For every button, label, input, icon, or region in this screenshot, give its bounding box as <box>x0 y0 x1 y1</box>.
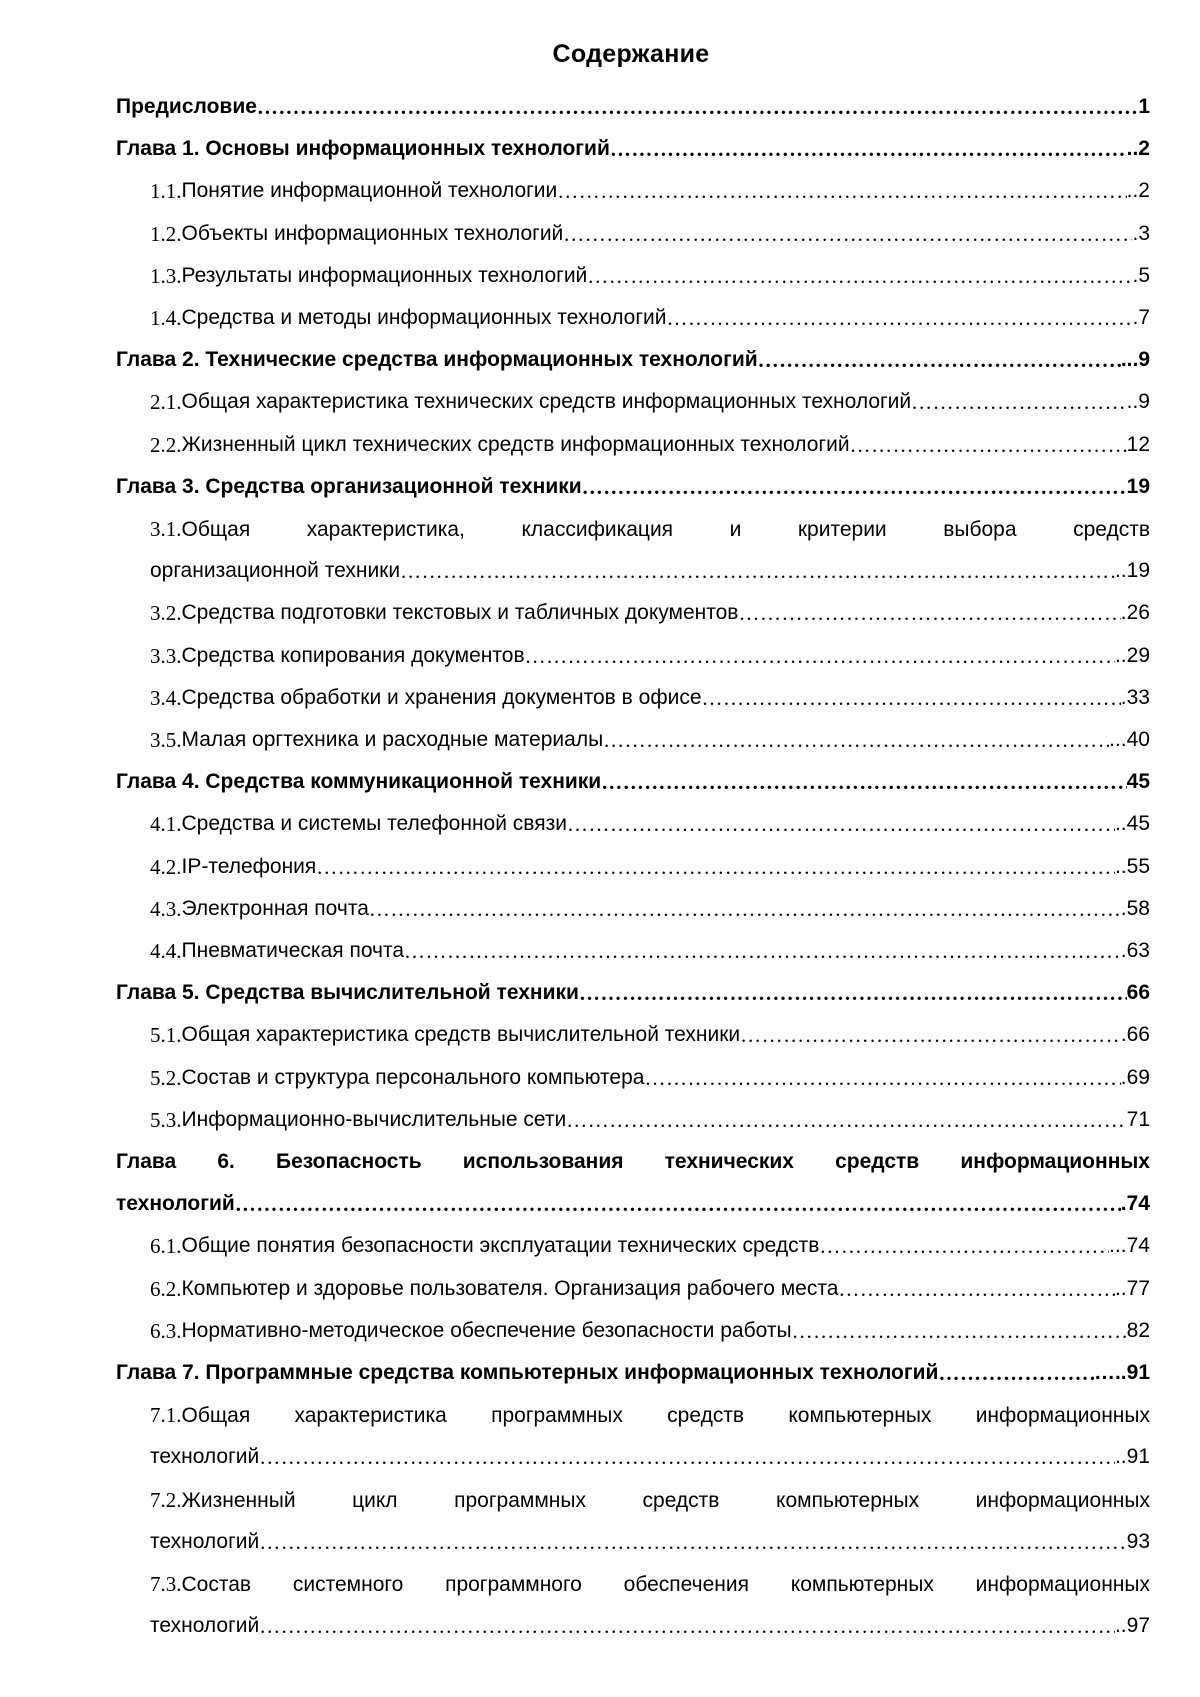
toc-section-entry[interactable] <box>150 1105 1150 1135</box>
page-number: 1 <box>1138 95 1150 118</box>
section-number: 3.2. <box>150 601 182 626</box>
dot-leader <box>740 1020 1121 1050</box>
section-number: 7.1. <box>150 1403 182 1428</box>
page-number: .74 <box>1120 1192 1150 1216</box>
page-number: 19 <box>1126 474 1150 498</box>
entry-title: IP-телефония <box>181 854 317 878</box>
page-number: 82 <box>1126 1318 1150 1342</box>
entry-title: Глава 5. Средства вычислительной техники <box>116 981 579 1005</box>
dot-leader <box>610 134 1127 164</box>
toc-section-entry[interactable] <box>150 936 1150 966</box>
section-number: 6.3. <box>150 1318 182 1343</box>
entry-title: Электронная почта <box>181 896 369 920</box>
entry-title: Средства и системы телефонной связи <box>181 812 567 836</box>
dot-leader <box>850 430 1127 460</box>
page-number: .3 <box>1132 221 1150 245</box>
entry-title: Состав системного программного обеспечения компьютерных информационных <box>181 1573 1150 1596</box>
dot-leader <box>369 894 1121 924</box>
toc-section-entry[interactable] <box>150 725 1150 755</box>
entry-title-continuation: технологий <box>150 1614 260 1638</box>
toc-chapter-entry[interactable] <box>116 472 1150 502</box>
section-number: 3.4. <box>150 685 182 710</box>
page-number: 12 <box>1126 432 1150 456</box>
page-number: .7 <box>1132 306 1150 329</box>
dot-leader <box>579 978 1127 1008</box>
entry-title: Компьютер и здоровье пользователя. Организация рабочего места <box>181 1276 839 1300</box>
entry-title: Жизненный цикл программных средств компьютерных информационных <box>181 1488 1150 1512</box>
section-number: 3.1. <box>150 517 182 541</box>
toc-chapter-entry[interactable] <box>116 1147 1150 1177</box>
section-number: 1.2. <box>150 221 182 246</box>
toc-section-entry[interactable] <box>150 598 1150 628</box>
toc-chapter-entry-continuation[interactable] <box>116 1189 1150 1219</box>
page-number: ..45 <box>1114 812 1150 836</box>
dot-leader <box>316 852 1115 882</box>
section-number: 7.3. <box>150 1572 182 1596</box>
page-number: ...74 <box>1109 1234 1150 1258</box>
entry-title: Понятие информационной технологии <box>181 179 558 203</box>
toc-chapter-entry[interactable] <box>116 345 1150 375</box>
dot-leader <box>404 936 1121 966</box>
section-number: 4.2. <box>150 854 182 879</box>
page-number: 93 <box>1126 1529 1150 1553</box>
section-number: 4.1. <box>150 812 182 837</box>
page-number: ..2 <box>1126 179 1150 203</box>
entry-title: Нормативно-методическое обеспечение безопасности работы <box>181 1318 792 1342</box>
entry-title: Глава 3. Средства организационной техники <box>116 474 582 498</box>
page-number: 66 <box>1126 981 1150 1005</box>
toc-section-entry[interactable] <box>150 261 1150 291</box>
section-number: 1.1. <box>150 179 182 204</box>
page-number: ..29 <box>1114 643 1150 667</box>
entry-title: Глава 1. Основы информационных технологий <box>116 137 610 161</box>
page-title: Содержание <box>552 40 710 68</box>
toc-section-entry[interactable] <box>150 303 1150 333</box>
entry-title-continuation: технологий <box>150 1529 260 1553</box>
page-number: ..77 <box>1114 1276 1150 1300</box>
page-number: 45 <box>1126 770 1150 794</box>
entry-title: Средства копирования документов <box>181 643 525 667</box>
section-number: 5.2. <box>150 1065 182 1090</box>
entry-title: Средства и методы информационных технологий <box>181 306 667 329</box>
toc-section-entry[interactable] <box>150 809 1150 839</box>
entry-title: Средства подготовки текстовых и табличных документов <box>181 601 739 625</box>
toc-section-entry-continuation[interactable] <box>150 556 1150 586</box>
section-number: 2.1. <box>150 390 182 415</box>
dot-leader <box>400 556 1115 586</box>
page-number: .5 <box>1132 263 1150 287</box>
toc-section-entry[interactable] <box>150 1400 1150 1430</box>
entry-title: Малая оргтехника и расходные материалы <box>181 728 604 751</box>
toc-chapter-entry[interactable] <box>116 92 1150 122</box>
section-number: 6.2. <box>150 1276 182 1301</box>
toc-section-entry-continuation[interactable] <box>150 1442 1150 1472</box>
dot-leader <box>911 387 1127 417</box>
dot-leader <box>666 303 1132 333</box>
dot-leader <box>567 809 1115 839</box>
dot-leader <box>603 725 1109 755</box>
toc-section-entry[interactable] <box>150 1020 1150 1050</box>
entry-title: Глава 2. Технические средства информационных технологий <box>116 348 758 372</box>
toc-chapter-entry[interactable] <box>116 1358 1150 1388</box>
page-number: .58 <box>1120 896 1150 920</box>
entry-title: Общая характеристика, классификация и критерии выбора средств <box>181 518 1150 541</box>
page-number: ...40 <box>1109 728 1150 751</box>
entry-title: Глава 6. Безопасность использования технических средств информационных <box>116 1150 1150 1173</box>
page-number: .66 <box>1120 1023 1150 1047</box>
dot-leader <box>792 1316 1127 1346</box>
page-number: .26 <box>1120 601 1150 625</box>
section-number: 1.3. <box>150 263 182 288</box>
toc-chapter-entry[interactable] <box>116 767 1150 797</box>
dot-leader <box>938 1358 1094 1388</box>
toc-section-entry[interactable] <box>150 176 1150 206</box>
toc-section-entry[interactable] <box>150 894 1150 924</box>
section-number: 4.3. <box>150 896 182 921</box>
toc-section-entry[interactable] <box>150 852 1150 882</box>
toc-section-entry[interactable] <box>150 1569 1150 1599</box>
dot-leader <box>235 1189 1121 1219</box>
entry-title: Глава 4. Средства коммуникационной техники <box>116 770 602 794</box>
dot-leader <box>587 261 1132 291</box>
toc-section-entry[interactable] <box>150 1316 1150 1346</box>
page-number: ..19 <box>1114 559 1150 583</box>
entry-title: Состав и структура персонального компьютера <box>181 1065 645 1089</box>
toc-section-entry[interactable] <box>150 219 1150 249</box>
dot-leader <box>259 1611 1115 1641</box>
entry-title: Общая характеристика средств вычислительной техники <box>181 1023 741 1047</box>
toc-chapter-entry[interactable] <box>116 978 1150 1008</box>
page-number: ...9 <box>1120 348 1150 372</box>
page-number: .33 <box>1120 685 1150 709</box>
page-number: ..97 <box>1114 1614 1150 1638</box>
dot-leader <box>557 176 1126 206</box>
entry-title: Общая характеристика программных средств компьютерных информационных <box>181 1404 1150 1428</box>
entry-title: Жизненный цикл технических средств информационных технологий <box>181 432 850 456</box>
toc-section-entry[interactable] <box>150 1231 1150 1261</box>
toc-section-entry-continuation[interactable] <box>150 1527 1150 1557</box>
dot-leader <box>525 641 1115 671</box>
toc-section-entry[interactable] <box>150 387 1150 417</box>
entry-title: Информационно-вычислительные сети <box>181 1107 567 1131</box>
dot-leader <box>644 1063 1120 1093</box>
section-number: 4.4. <box>150 939 182 963</box>
toc-section-entry[interactable] <box>150 1274 1150 1304</box>
section-number: 3.5. <box>150 728 182 752</box>
dot-leader <box>838 1274 1115 1304</box>
section-number: 2.2. <box>150 432 182 457</box>
section-number: 5.1. <box>150 1023 182 1048</box>
section-number: 3.3. <box>150 643 182 668</box>
dot-leader <box>702 683 1121 713</box>
toc-section-entry[interactable] <box>150 683 1150 713</box>
dot-leader <box>259 1527 1126 1557</box>
toc-section-entry[interactable] <box>150 514 1150 544</box>
entry-title: Пневматическая почта <box>181 939 405 962</box>
entry-title-continuation: организационной техники <box>150 559 401 583</box>
page-number: 71 <box>1126 1107 1150 1131</box>
entry-title: Глава 7. Программные средства компьютерных информационных технологий <box>116 1361 939 1384</box>
entry-title: Средства обработки и хранения документов в офисе <box>181 685 702 709</box>
dot-leader <box>758 345 1121 375</box>
page-number: ..2 <box>1126 137 1150 161</box>
entry-title: Предисловие <box>116 95 257 118</box>
toc-section-entry[interactable] <box>150 1063 1150 1093</box>
page-number: .63 <box>1120 939 1150 962</box>
entry-title-continuation: технологий <box>150 1445 260 1469</box>
section-number: 1.4. <box>150 306 182 330</box>
dot-leader <box>563 219 1132 249</box>
section-number: 5.3. <box>150 1107 182 1132</box>
toc-section-entry[interactable] <box>150 641 1150 671</box>
toc-chapter-entry[interactable] <box>116 134 1150 164</box>
dot-leader <box>819 1231 1109 1261</box>
page-number: ..9 <box>1126 390 1150 414</box>
page-number: ..55 <box>1114 854 1150 878</box>
entry-title-continuation: технологий <box>116 1192 235 1216</box>
page-number: .69 <box>1120 1065 1150 1089</box>
dot-leader <box>738 598 1120 628</box>
entry-title: Результаты информационных технологий <box>181 263 588 287</box>
dot-leader <box>566 1105 1126 1135</box>
dot-leader <box>582 472 1127 502</box>
page-number: ..91 <box>1114 1445 1150 1469</box>
section-number: 7.2. <box>150 1487 182 1512</box>
dot-leader <box>259 1442 1115 1472</box>
entry-title: Объекты информационных технологий <box>181 221 564 245</box>
page-number: …..91 <box>1093 1361 1150 1384</box>
entry-title: Общие понятия безопасности эксплуатации технических средств <box>181 1234 820 1258</box>
toc-section-entry[interactable] <box>150 1485 1150 1515</box>
toc-section-entry[interactable] <box>150 430 1150 460</box>
dot-leader <box>257 92 1138 122</box>
entry-title: Общая характеристика технических средств информационных технологий <box>181 390 912 414</box>
section-number: 6.1. <box>150 1234 182 1259</box>
toc-section-entry-continuation[interactable] <box>150 1611 1150 1641</box>
dot-leader <box>601 767 1126 797</box>
